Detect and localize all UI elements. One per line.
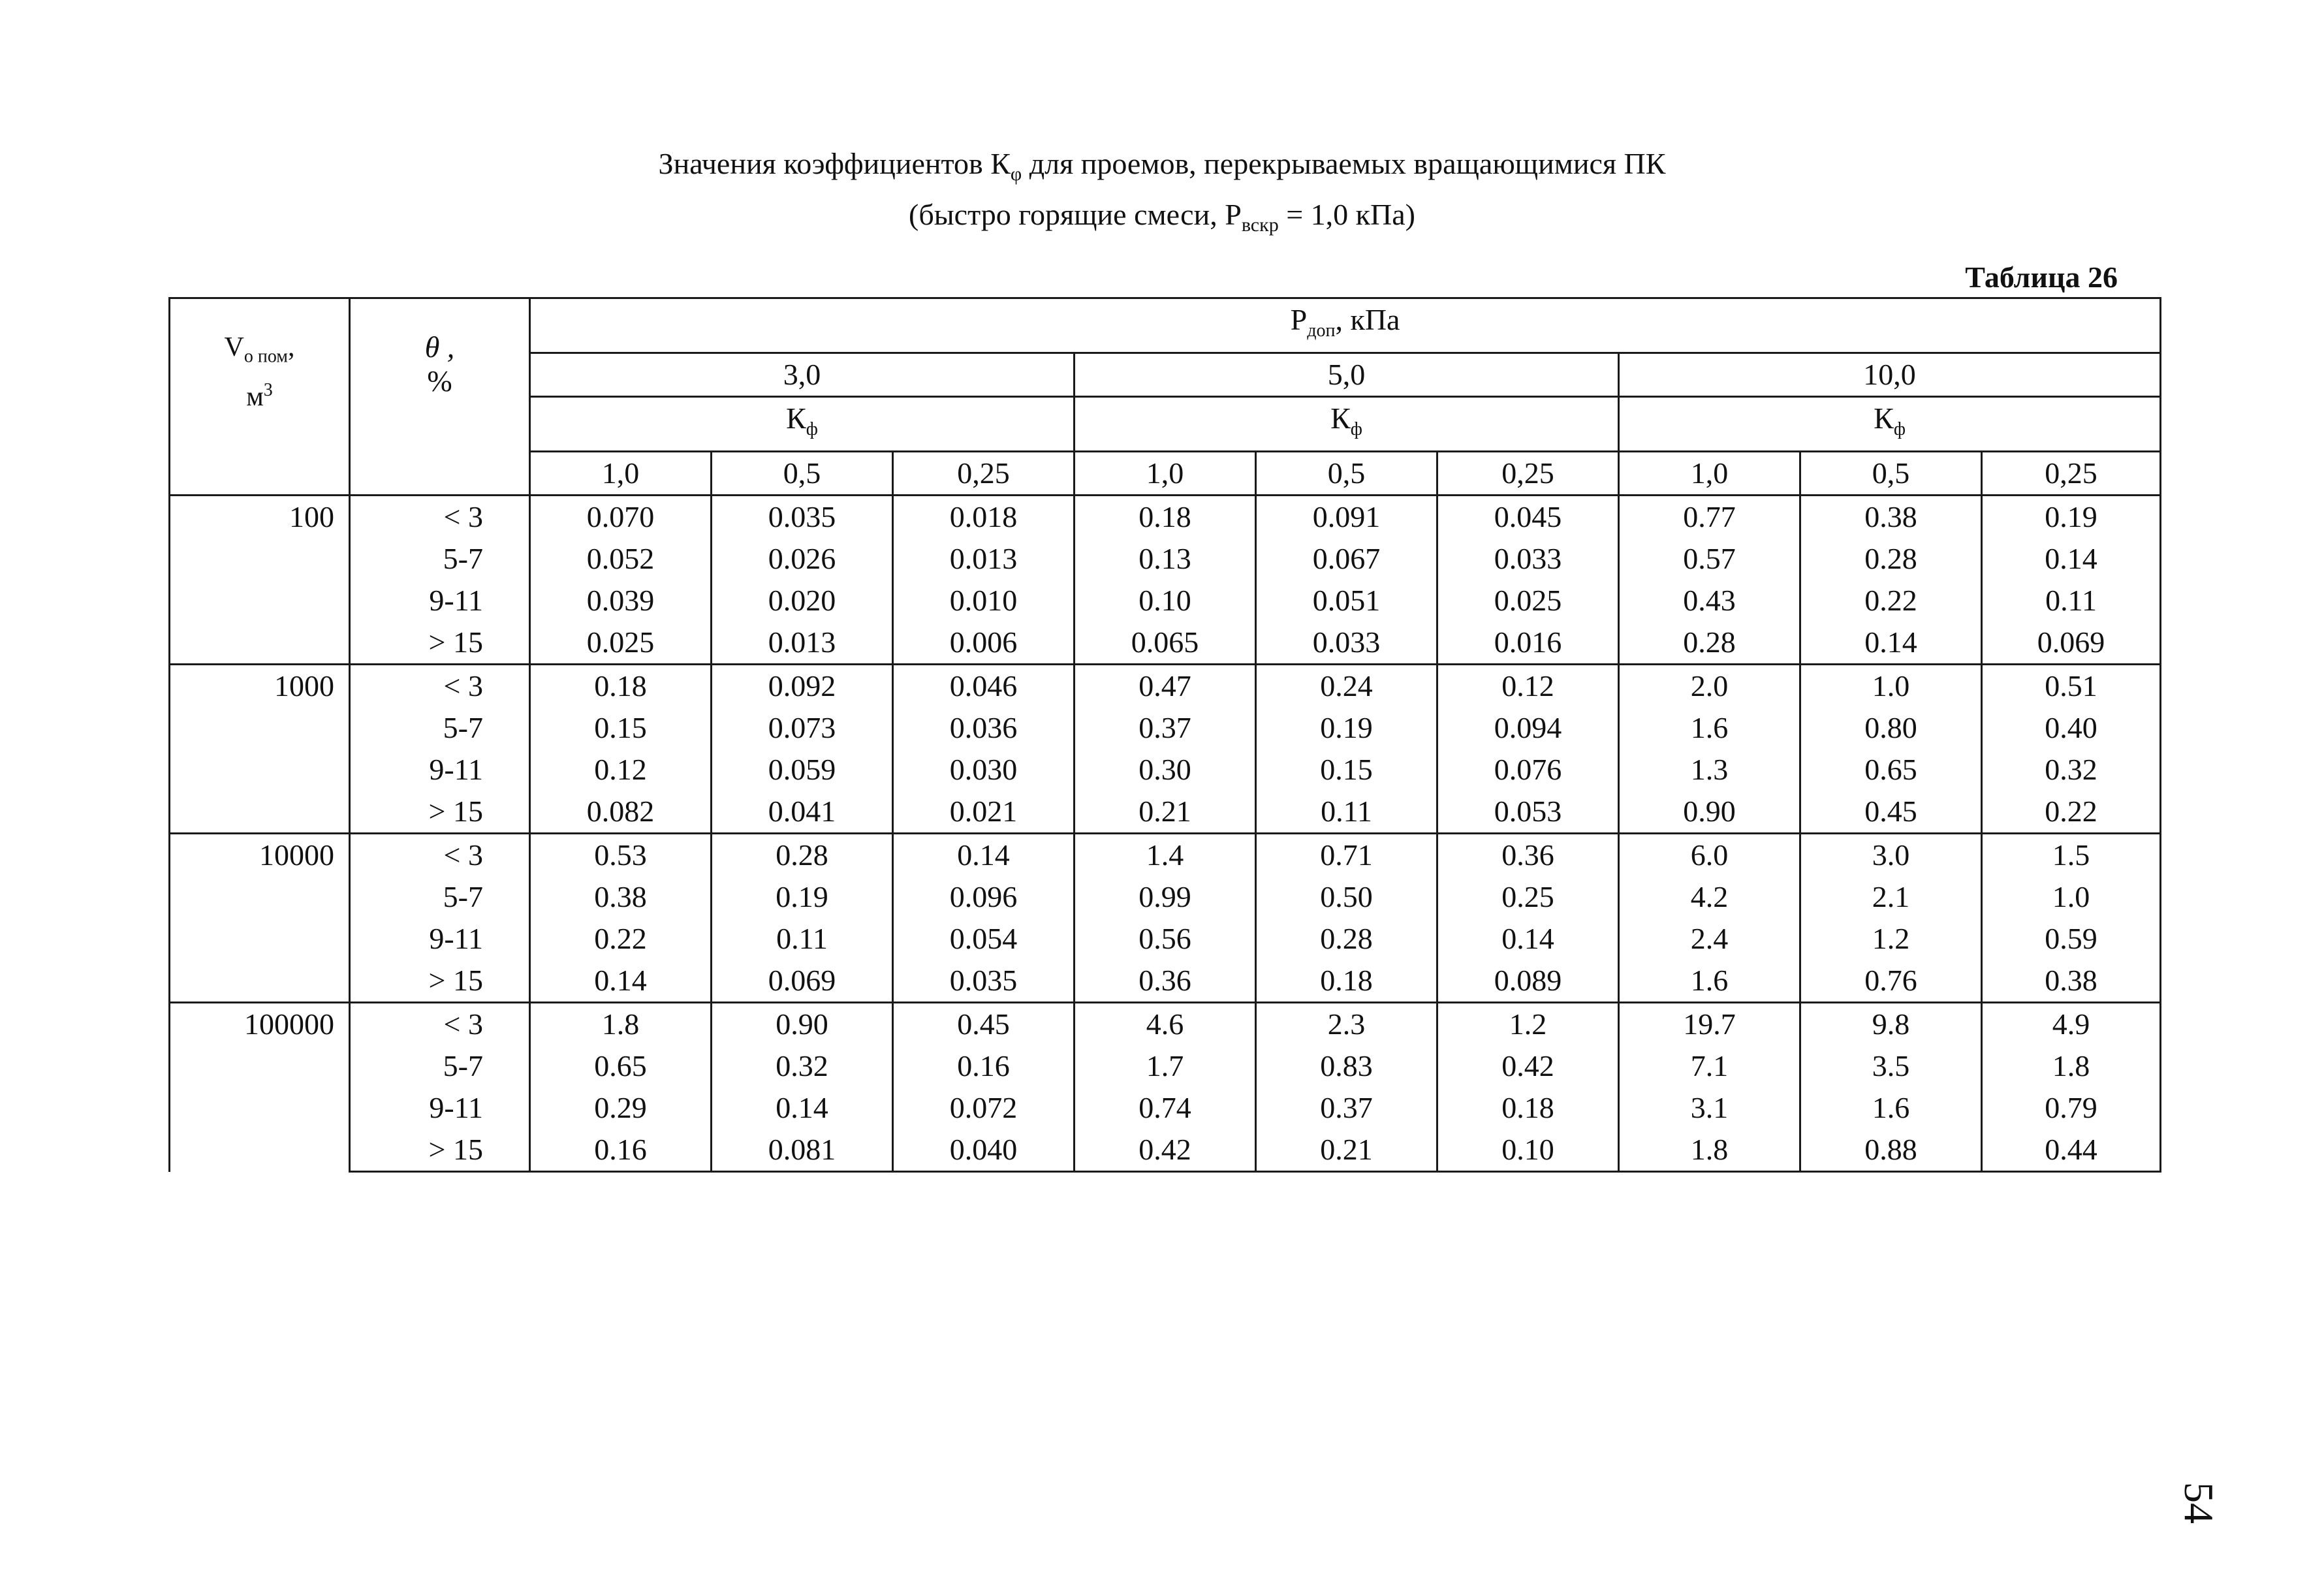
value-cell: 0.051 <box>1256 580 1437 622</box>
value-cell: 0.57 <box>1619 538 1800 580</box>
value-cell: 0.006 <box>893 622 1075 665</box>
value-cell: 0.21 <box>1075 791 1256 834</box>
value-cell: 0.19 <box>712 876 893 918</box>
value-cell: 0.18 <box>530 665 712 708</box>
value-cell: 0.44 <box>1982 1129 2161 1172</box>
value-cell: 0.13 <box>1075 538 1256 580</box>
value-cell: 1.5 <box>1982 834 2161 877</box>
table-row <box>170 665 2161 708</box>
value-cell: 3.0 <box>1800 834 1982 877</box>
value-cell: 0.052 <box>530 538 712 580</box>
value-cell: 0.094 <box>1437 707 1619 749</box>
volume-group <box>170 834 2161 1003</box>
value-cell: 0.059 <box>712 749 893 791</box>
value-cell: 0.11 <box>712 918 893 960</box>
value-cell: 0.18 <box>1256 960 1437 1003</box>
pressure-group-header: 10,0 <box>1619 353 2161 397</box>
value-cell: 0.021 <box>893 791 1075 834</box>
theta-header: θ , % <box>350 298 530 496</box>
value-cell: 2.3 <box>1256 1003 1437 1046</box>
value-cell: 0.10 <box>1437 1129 1619 1172</box>
value-cell: 0.79 <box>1982 1087 2161 1129</box>
value-cell: 0.76 <box>1800 960 1982 1003</box>
value-cell: 0.018 <box>893 496 1075 539</box>
value-cell: 0.046 <box>893 665 1075 708</box>
value-cell: 0.42 <box>1075 1129 1256 1172</box>
value-cell: 19.7 <box>1619 1003 1800 1046</box>
value-cell: 0.072 <box>893 1087 1075 1129</box>
value-cell: 1.8 <box>1619 1129 1800 1172</box>
k-coefficient-header: $К_ф$ <box>1619 397 2161 452</box>
value-cell: 0.073 <box>712 707 893 749</box>
value-cell: 0.14 <box>893 834 1075 877</box>
value-cell: 0.19 <box>1256 707 1437 749</box>
value-cell: 0.096 <box>893 876 1075 918</box>
value-cell: 0.21 <box>1256 1129 1437 1172</box>
value-cell: 0.18 <box>1075 496 1256 539</box>
table-row <box>170 622 2161 665</box>
k-value-header: 0,5 <box>1800 452 1982 496</box>
theta-cell: 5-7 <box>350 538 530 580</box>
k-coefficient-header: $К_ф$ <box>1075 397 1619 452</box>
value-cell: 0.80 <box>1800 707 1982 749</box>
table-row <box>170 538 2161 580</box>
k-value-header: 1,0 <box>1619 452 1800 496</box>
volume-cell: 1000 <box>170 665 350 834</box>
pressure-group-header: 3,0 <box>530 353 1075 397</box>
value-cell: 0.71 <box>1256 834 1437 877</box>
k-value-header: 0,5 <box>1256 452 1437 496</box>
theta-cell: 5-7 <box>350 707 530 749</box>
value-cell: 0.38 <box>1982 960 2161 1003</box>
value-cell: 0.38 <box>1800 496 1982 539</box>
value-cell: 7.1 <box>1619 1045 1800 1087</box>
value-cell: 0.36 <box>1437 834 1619 877</box>
value-cell: 0.56 <box>1075 918 1256 960</box>
value-cell: 0.081 <box>712 1129 893 1172</box>
value-cell: 0.054 <box>893 918 1075 960</box>
pressure-header: $Р_{доп}$, кПа <box>530 298 2161 353</box>
value-cell: 0.53 <box>530 834 712 877</box>
value-cell: 4.2 <box>1619 876 1800 918</box>
value-cell: 0.025 <box>1437 580 1619 622</box>
value-cell: 3.1 <box>1619 1087 1800 1129</box>
value-cell: 0.28 <box>1619 622 1800 665</box>
theta-cell: 5-7 <box>350 876 530 918</box>
theta-cell: < 3 <box>350 496 530 539</box>
value-cell: 2.0 <box>1619 665 1800 708</box>
value-cell: 0.18 <box>1437 1087 1619 1129</box>
value-cell: 0.28 <box>1800 538 1982 580</box>
value-cell: 0.069 <box>1982 622 2161 665</box>
k-value-header: 1,0 <box>530 452 712 496</box>
value-cell: 0.067 <box>1256 538 1437 580</box>
value-cell: 0.30 <box>1075 749 1256 791</box>
title-line-1: Значения коэффициентов $К_\varphi$ для проемов, перекрываемых вращающимися ПК <box>658 147 1666 185</box>
value-cell: 0.42 <box>1437 1045 1619 1087</box>
value-cell: 1.6 <box>1619 960 1800 1003</box>
value-cell: 1.2 <box>1800 918 1982 960</box>
value-cell: 0.010 <box>893 580 1075 622</box>
value-cell: 0.25 <box>1437 876 1619 918</box>
k-value-header: 0,25 <box>893 452 1075 496</box>
value-cell: 0.88 <box>1800 1129 1982 1172</box>
value-cell: 0.22 <box>1800 580 1982 622</box>
value-cell: 0.32 <box>712 1045 893 1087</box>
table-header <box>170 298 2161 496</box>
k-coefficient-header: $К_ф$ <box>530 397 1075 452</box>
value-cell: 0.15 <box>1256 749 1437 791</box>
theta-cell: > 15 <box>350 622 530 665</box>
table-row <box>170 791 2161 834</box>
value-cell: 0.033 <box>1256 622 1437 665</box>
value-cell: 0.026 <box>712 538 893 580</box>
value-cell: 1.7 <box>1075 1045 1256 1087</box>
volume-cell: 100 <box>170 496 350 665</box>
table-row <box>170 496 2161 539</box>
value-cell: 6.0 <box>1619 834 1800 877</box>
table-row <box>170 1003 2161 1046</box>
value-cell: 0.65 <box>1800 749 1982 791</box>
value-cell: 0.069 <box>712 960 893 1003</box>
theta-cell: < 3 <box>350 1003 530 1046</box>
value-cell: 0.24 <box>1256 665 1437 708</box>
volume-group <box>170 496 2161 665</box>
table-row <box>170 960 2161 1003</box>
value-cell: 0.90 <box>712 1003 893 1046</box>
coefficient-table <box>168 297 2161 1173</box>
table-row <box>170 876 2161 918</box>
value-cell: 0.22 <box>530 918 712 960</box>
table-row <box>170 1045 2161 1087</box>
table-row <box>170 834 2161 877</box>
value-cell: 0.041 <box>712 791 893 834</box>
k-value-header: 1,0 <box>1075 452 1256 496</box>
value-cell: 0.36 <box>1075 960 1256 1003</box>
value-cell: 0.013 <box>893 538 1075 580</box>
value-cell: 3.5 <box>1800 1045 1982 1087</box>
k-value-header: 0,25 <box>1982 452 2161 496</box>
value-cell: 0.082 <box>530 791 712 834</box>
theta-cell: < 3 <box>350 665 530 708</box>
value-cell: 0.74 <box>1075 1087 1256 1129</box>
value-cell: 0.092 <box>712 665 893 708</box>
value-cell: 0.43 <box>1619 580 1800 622</box>
value-cell: 0.38 <box>530 876 712 918</box>
value-cell: 0.12 <box>1437 665 1619 708</box>
value-cell: 4.9 <box>1982 1003 2161 1046</box>
value-cell: 0.040 <box>893 1129 1075 1172</box>
value-cell: 0.59 <box>1982 918 2161 960</box>
value-cell: 0.16 <box>530 1129 712 1172</box>
value-cell: 0.14 <box>1437 918 1619 960</box>
value-cell: 0.14 <box>530 960 712 1003</box>
value-cell: 0.045 <box>1437 496 1619 539</box>
value-cell: 1.8 <box>530 1003 712 1046</box>
value-cell: 0.22 <box>1982 791 2161 834</box>
value-cell: 0.14 <box>712 1087 893 1129</box>
value-cell: 0.15 <box>530 707 712 749</box>
value-cell: 0.076 <box>1437 749 1619 791</box>
value-cell: 0.37 <box>1256 1087 1437 1129</box>
value-cell: 1.2 <box>1437 1003 1619 1046</box>
value-cell: 0.28 <box>1256 918 1437 960</box>
value-cell: 4.6 <box>1075 1003 1256 1046</box>
title-line-2: (быстро горящие смеси, $Р_{вскр} = 1,0$ кПа) <box>909 198 1415 236</box>
volume-cell: 100000 <box>170 1003 350 1172</box>
theta-cell: 9-11 <box>350 580 530 622</box>
k-value-header: 0,25 <box>1437 452 1619 496</box>
value-cell: 0.035 <box>712 496 893 539</box>
value-cell: 0.11 <box>1256 791 1437 834</box>
value-cell: 0.45 <box>893 1003 1075 1046</box>
value-cell: 9.8 <box>1800 1003 1982 1046</box>
value-cell: 0.065 <box>1075 622 1256 665</box>
value-cell: 0.50 <box>1256 876 1437 918</box>
value-cell: 1.0 <box>1800 665 1982 708</box>
value-cell: 0.99 <box>1075 876 1256 918</box>
theta-cell: > 15 <box>350 791 530 834</box>
volume-group <box>170 1003 2161 1172</box>
theta-cell: 5-7 <box>350 1045 530 1087</box>
value-cell: 0.091 <box>1256 496 1437 539</box>
volume-cell: 10000 <box>170 834 350 1003</box>
theta-cell: 9-11 <box>350 1087 530 1129</box>
value-cell: 0.40 <box>1982 707 2161 749</box>
value-cell: 0.020 <box>712 580 893 622</box>
value-cell: 2.4 <box>1619 918 1800 960</box>
value-cell: 1.8 <box>1982 1045 2161 1087</box>
value-cell: 0.90 <box>1619 791 1800 834</box>
value-cell: 0.025 <box>530 622 712 665</box>
value-cell: 0.83 <box>1256 1045 1437 1087</box>
table-number: Таблица 26 <box>1965 260 2118 294</box>
table-row <box>170 1087 2161 1129</box>
value-cell: 0.37 <box>1075 707 1256 749</box>
value-cell: 0.29 <box>530 1087 712 1129</box>
value-cell: 1.0 <box>1982 876 2161 918</box>
value-cell: 0.016 <box>1437 622 1619 665</box>
value-cell: 0.070 <box>530 496 712 539</box>
theta-cell: 9-11 <box>350 749 530 791</box>
pressure-group-header: 5,0 <box>1075 353 1619 397</box>
value-cell: 2.1 <box>1800 876 1982 918</box>
value-cell: 0.14 <box>1982 538 2161 580</box>
value-cell: 0.035 <box>893 960 1075 1003</box>
value-cell: 0.45 <box>1800 791 1982 834</box>
volume-group <box>170 665 2161 834</box>
value-cell: 0.030 <box>893 749 1075 791</box>
document-title <box>0 144 2324 245</box>
value-cell: 1.3 <box>1619 749 1800 791</box>
value-cell: 0.28 <box>712 834 893 877</box>
value-cell: 0.47 <box>1075 665 1256 708</box>
table-row <box>170 580 2161 622</box>
table-row <box>170 918 2161 960</box>
value-cell: 0.036 <box>893 707 1075 749</box>
value-cell: 0.32 <box>1982 749 2161 791</box>
value-cell: 1.6 <box>1619 707 1800 749</box>
volume-header: $V_{о пом}$, $м^3$ <box>170 298 350 496</box>
value-cell: 1.4 <box>1075 834 1256 877</box>
value-cell: 0.65 <box>530 1045 712 1087</box>
page-number: 54 <box>2176 1482 2222 1524</box>
value-cell: 0.10 <box>1075 580 1256 622</box>
theta-cell: > 15 <box>350 1129 530 1172</box>
value-cell: 0.053 <box>1437 791 1619 834</box>
theta-cell: < 3 <box>350 834 530 877</box>
value-cell: 0.77 <box>1619 496 1800 539</box>
theta-cell: > 15 <box>350 960 530 1003</box>
k-value-header: 0,5 <box>712 452 893 496</box>
theta-cell: 9-11 <box>350 918 530 960</box>
value-cell: 0.11 <box>1982 580 2161 622</box>
value-cell: 0.19 <box>1982 496 2161 539</box>
value-cell: 0.039 <box>530 580 712 622</box>
value-cell: 0.089 <box>1437 960 1619 1003</box>
table-row <box>170 707 2161 749</box>
value-cell: 0.033 <box>1437 538 1619 580</box>
value-cell: 0.12 <box>530 749 712 791</box>
value-cell: 1.6 <box>1800 1087 1982 1129</box>
value-cell: 0.16 <box>893 1045 1075 1087</box>
table-row <box>170 1129 2161 1172</box>
table-row <box>170 749 2161 791</box>
value-cell: 0.51 <box>1982 665 2161 708</box>
value-cell: 0.013 <box>712 622 893 665</box>
value-cell: 0.14 <box>1800 622 1982 665</box>
